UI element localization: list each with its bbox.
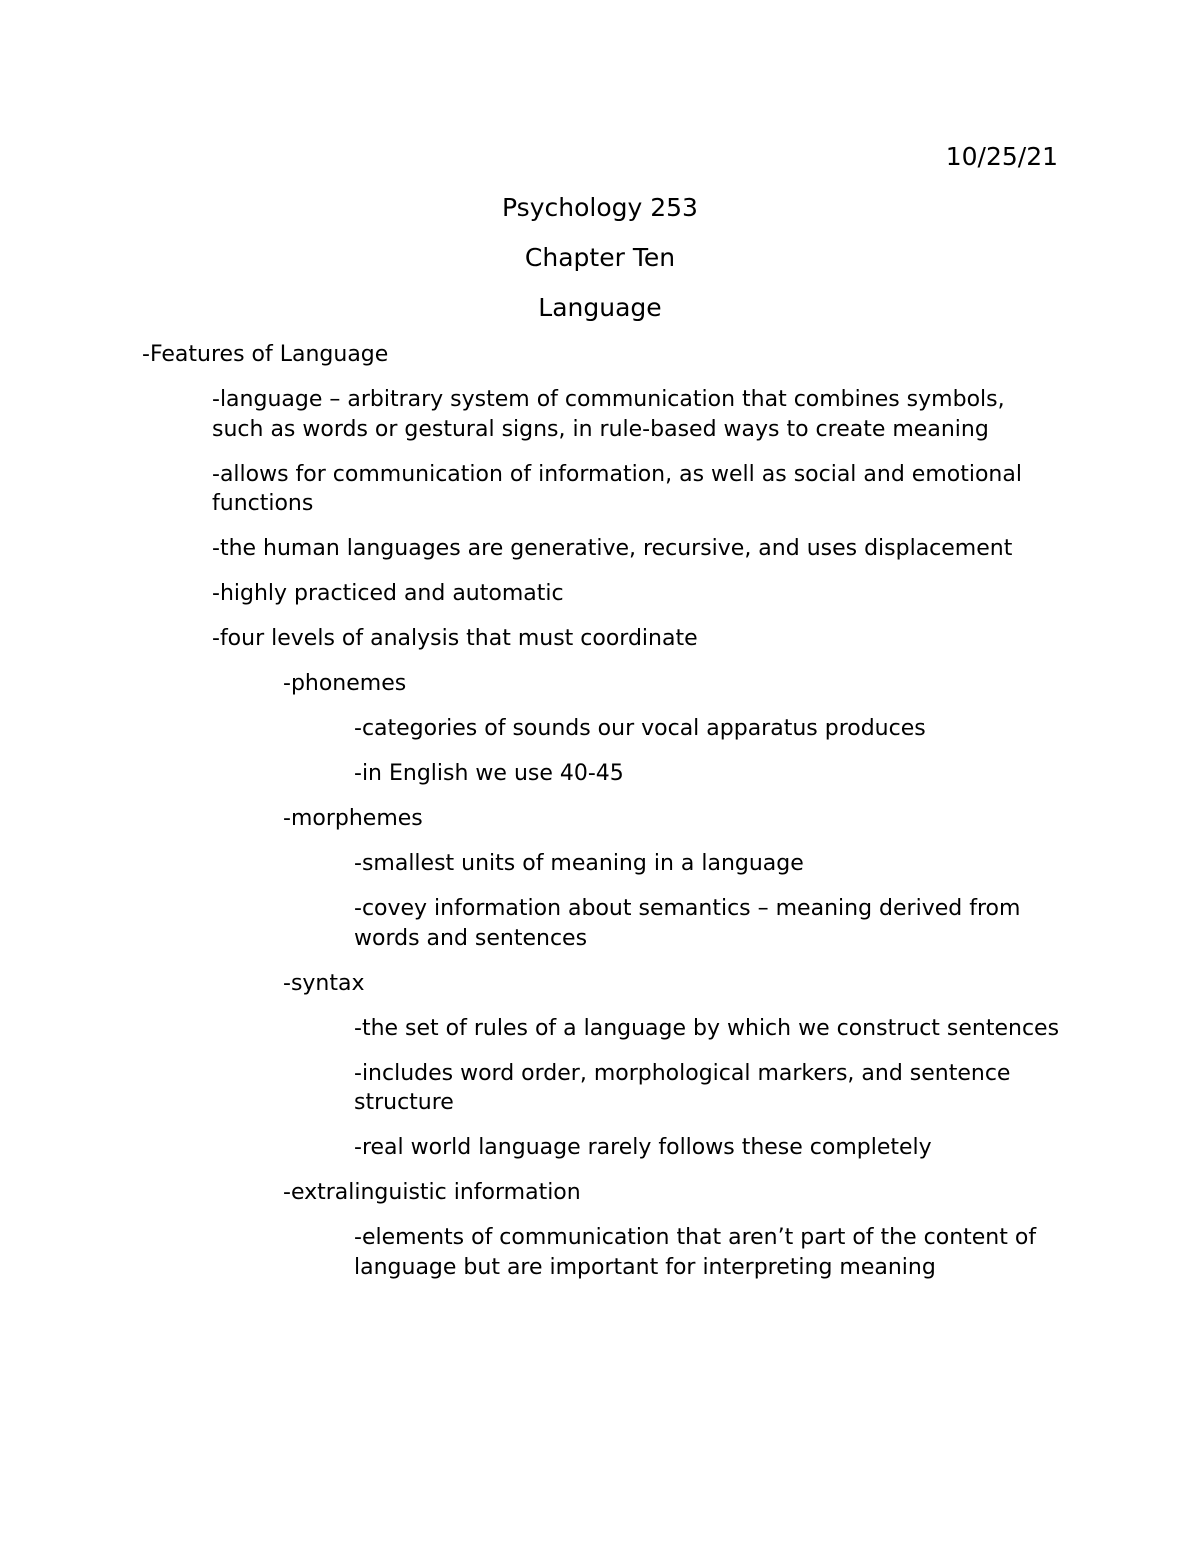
- note-syntax-includes: -includes word order, morphological markers, and sentence structure: [354, 1060, 1011, 1115]
- document-date: 10/25/21: [945, 142, 1058, 171]
- note-syntax-rules: -the set of rules of a language by which we construct sentences: [354, 1015, 1060, 1041]
- note-morphemes-units: -smallest units of meaning in a language: [354, 851, 804, 876]
- note-heading-features: -Features of Language: [142, 342, 389, 367]
- topic-title: Language: [538, 293, 662, 322]
- note-practiced-automatic: -highly practiced and automatic: [212, 581, 564, 606]
- note-extralinguistic-elements: -elements of communication that aren’t part of the content of language but are important for interpreting meaning: [354, 1225, 1037, 1280]
- note-language-definition: -language – arbitrary system of communication that combines symbols, such as words or gestural signs, in rule-based ways to create meaning: [212, 387, 1005, 442]
- chapter-title: Chapter Ten: [524, 243, 676, 272]
- note-extralinguistic: -extralinguistic information: [283, 1180, 581, 1205]
- note-phonemes-categories: -categories of sounds our vocal apparatus produces: [354, 716, 926, 741]
- note-morphemes: -morphemes: [283, 806, 423, 831]
- note-generative-recursive: -the human languages are generative, recursive, and uses displacement: [212, 536, 1013, 561]
- course-title: Psychology 253: [502, 193, 698, 222]
- note-syntax: -syntax: [283, 970, 365, 996]
- note-syntax-real-world: -real world language rarely follows these completely: [354, 1135, 932, 1160]
- note-four-levels: -four levels of analysis that must coordinate: [212, 626, 698, 651]
- note-communication-functions: -allows for communication of information, as well as social and emotional functions: [212, 461, 1022, 516]
- note-phonemes-english: -in English we use 40-45: [354, 761, 624, 786]
- note-phonemes: -phonemes: [283, 671, 407, 696]
- note-morphemes-semantics: -covey information about semantics – meaning derived from words and sentences: [354, 896, 1021, 951]
- notes-body: [0, 340, 1200, 1298]
